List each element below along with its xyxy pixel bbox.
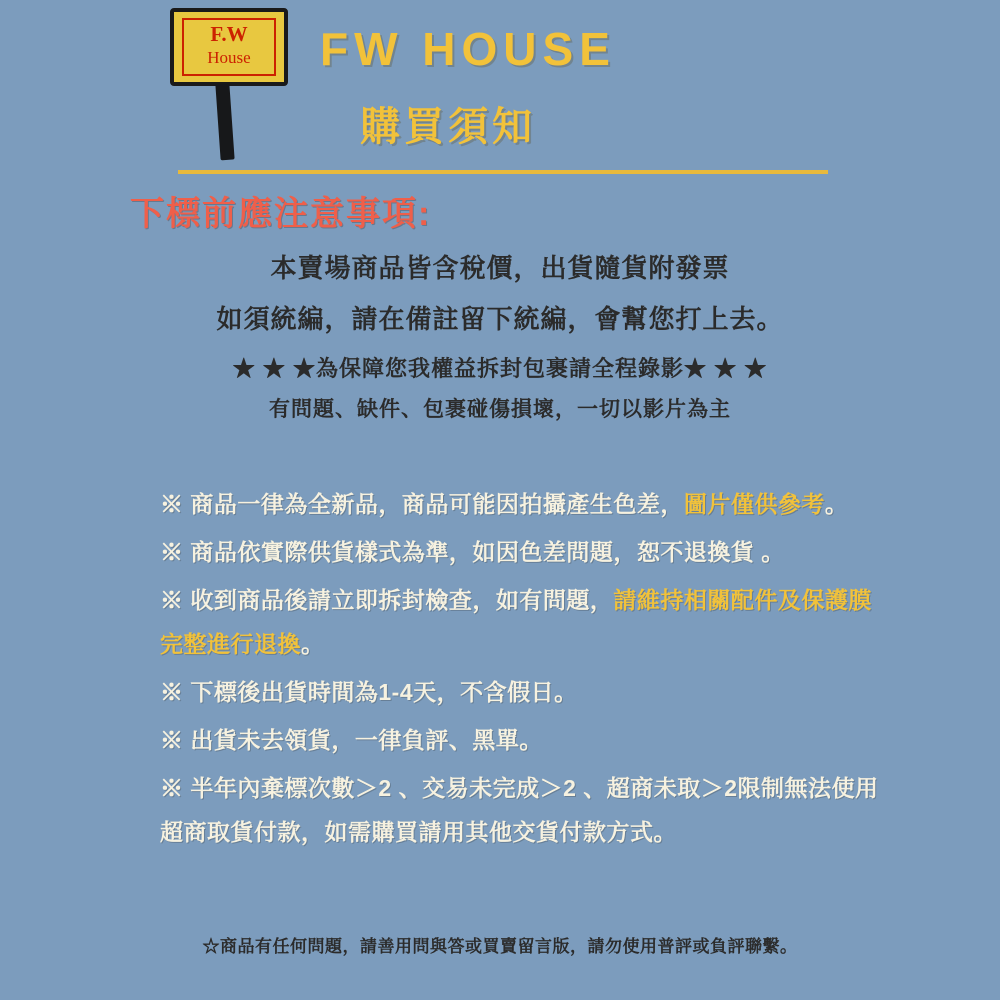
intro-line-3: ★ ★ ★為保障您我權益拆封包裹請全程錄影★ ★ ★ [232,356,768,381]
shop-sign-icon [170,8,300,168]
sign-fw-text: F.W [210,22,248,46]
section-heading: 下標前應注意事項: [130,195,432,233]
note-marker: ※ [160,587,184,613]
intro-line-1: 本賣場商品皆含稅價，出貨隨貨附發票 [270,254,730,283]
divider [178,170,828,174]
note-text: 出貨未去領貨，一律負評、黑單。 [183,727,543,753]
note-text: 商品依實際供貨樣式為準，如因色差問題，恕不退換貨 。 [183,539,785,565]
note-text-end: 。 [301,631,325,657]
intro-line-4: 有問題、缺件、包裹碰傷損壞，一切以影片為主 [269,398,731,421]
note-marker: ※ [160,539,184,565]
sign-house-text: House [207,48,251,67]
list-item [160,766,890,854]
note-highlight: 圖片僅供參考 [683,491,825,517]
note-text-end: 。 [824,491,849,517]
note-highlight: 請維持相關配件及保護膜完整進行退換 [160,587,872,657]
note-marker: ※ [160,679,184,705]
note-marker: ※ [160,491,184,517]
note-marker: ※ [160,775,184,801]
sign-post [215,84,234,161]
notes-list [160,482,890,858]
footer-note: ☆商品有任何問題，請善用問與答或買賣留言版，請勿使用普評或負評聯繫。 [202,937,798,956]
list-item [160,718,890,762]
list-item [160,578,890,666]
list-item [160,482,890,526]
list-item [160,530,890,574]
note-text: 半年內棄標次數＞2 、交易未完成＞2 、超商未取＞2限制無法使用超商取貨付款，如需購買請用其他交貨付款方式。 [160,775,879,845]
sign-board [170,8,288,86]
note-text: 商品一律為全新品，商品可能因拍攝產生色差， [183,491,684,517]
intro-block [60,248,940,423]
note-text: 下標後出貨時間為1-4天，不含假日。 [183,679,578,705]
sign-inner-border [182,18,276,76]
note-marker: ※ [160,727,184,753]
brand-title: FW HOUSE [320,23,616,75]
intro-line-2: 如須統編，請在備註留下統編，會幫您打上去。 [216,305,784,334]
page-title: 購買須知 [360,105,536,149]
note-text: 收到商品後請立即拆封檢查，如有問題， [183,587,614,613]
list-item [160,670,890,714]
